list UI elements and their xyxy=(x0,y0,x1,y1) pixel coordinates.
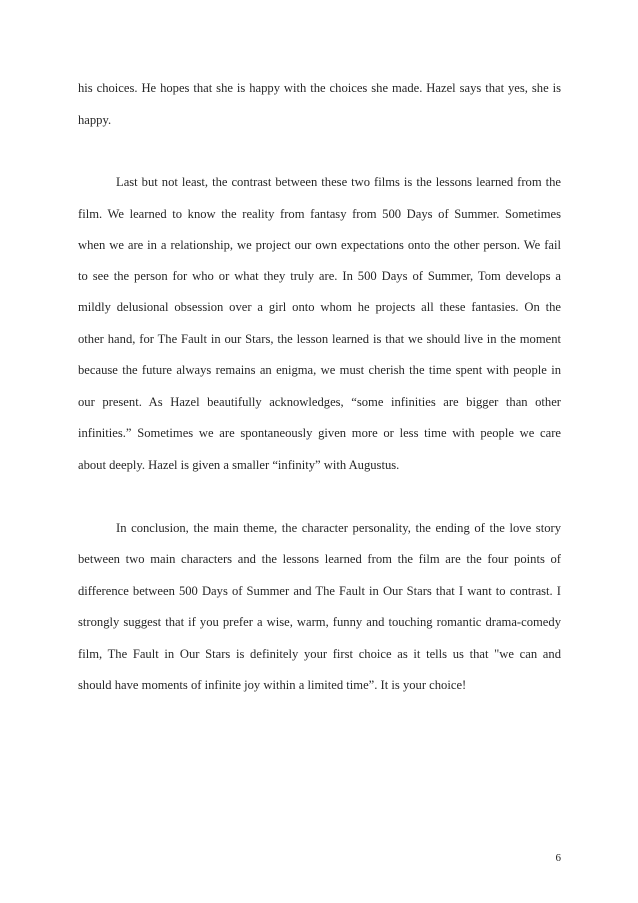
text-line: our present. As Hazel beautifully acknowledges, “some infinities are bigger than other xyxy=(78,395,561,409)
text-line: to see the person for who or what they truly are. In 500 Days of Summer, Tom develops a xyxy=(78,269,561,283)
text-line: about deeply. Hazel is given a smaller “infinity” with Augustus. xyxy=(78,458,400,472)
text-line: should have moments of infinite joy within a limited time”. It is your choice! xyxy=(78,678,467,692)
text-line: strongly suggest that if you prefer a wise, warm, funny and touching romantic drama-comedy xyxy=(78,615,561,629)
text-line: mildly delusional obsession over a girl onto whom he projects all these fantasies. On the xyxy=(78,300,561,314)
text-line: his choices. He hopes that she is happy with the choices she made. Hazel says that yes, she is xyxy=(78,81,561,95)
text-line: when we are in a relationship, we project our own expectations onto the other person. We fail xyxy=(78,238,561,252)
text-line: between two main characters and the lessons learned from the film are the four points of xyxy=(78,552,561,566)
text-line: Last but not least, the contrast between these two films is the lessons learned from the xyxy=(116,175,561,189)
text-line: infinities.” Sometimes we are spontaneously given more or less time with people we care xyxy=(78,426,561,440)
text-line: other hand, for The Fault in our Stars, the lesson learned is that we should live in the moment xyxy=(78,332,561,346)
page-number: 6 xyxy=(555,852,561,864)
text-line: film, The Fault in Our Stars is definitely your first choice as it tells us that "we can and xyxy=(78,647,561,661)
text-line: difference between 500 Days of Summer and The Fault in Our Stars that I want to contrast. I xyxy=(78,584,561,598)
text-line: because the future always remains an enigma, we must cherish the time spent with people in xyxy=(78,363,561,377)
text-line: In conclusion, the main theme, the character personality, the ending of the love story xyxy=(116,521,561,535)
text-line: film. We learned to know the reality from fantasy from 500 Days of Summer. Sometimes xyxy=(78,207,561,221)
text-line: happy. xyxy=(78,113,112,127)
